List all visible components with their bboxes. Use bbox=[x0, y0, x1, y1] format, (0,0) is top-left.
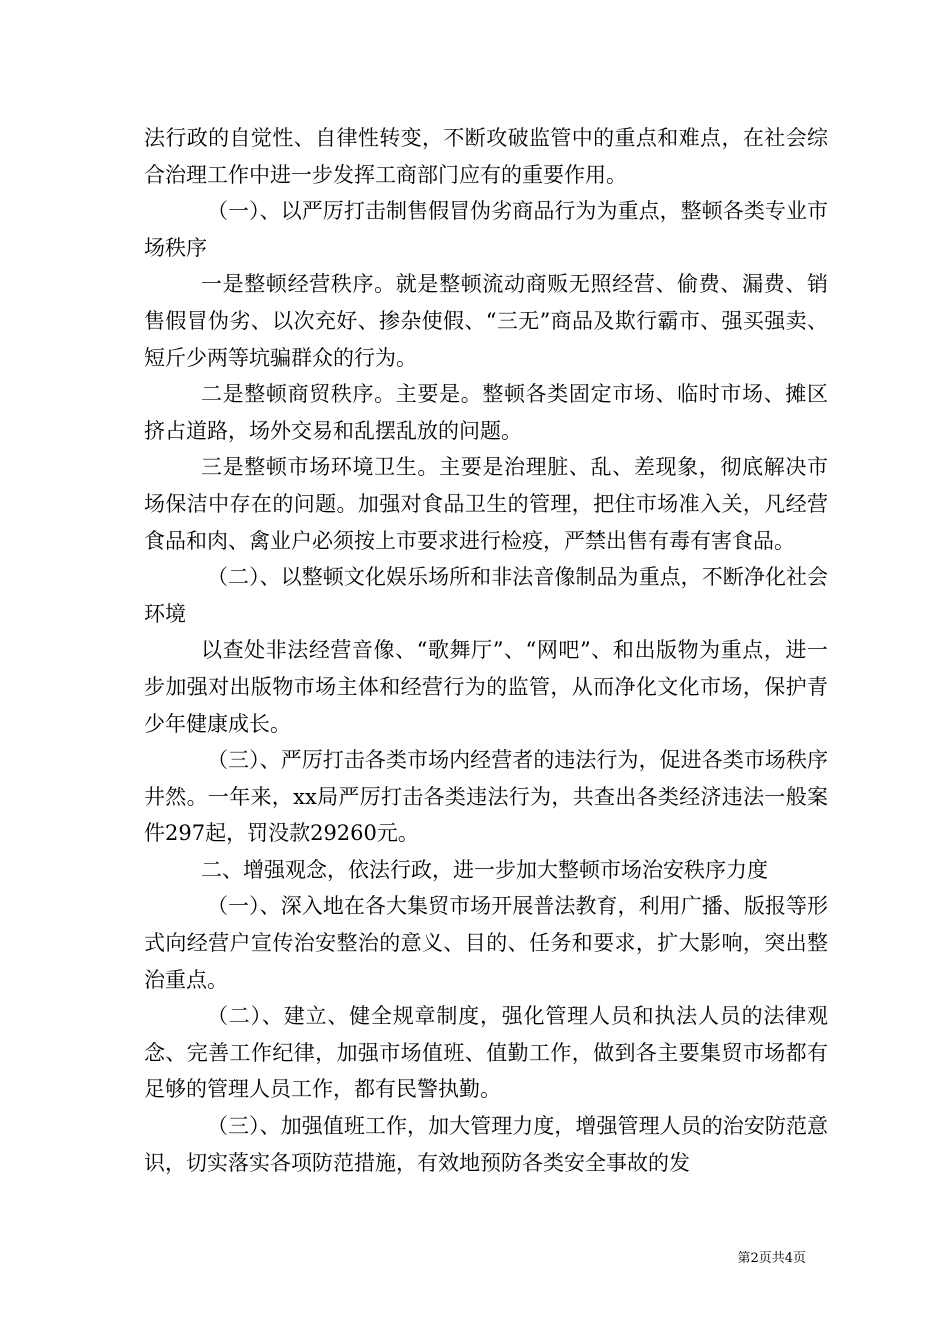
section-heading-2-1: （一）、深入地在各大集贸市场开展普法教育，利用广播、版报等形式向经营户宣传治安整治的意义、目的、任务和要求，扩大影响，突出整治重点。 bbox=[144, 894, 828, 992]
section-heading-2-2: （二）、建立、健全规章制度，强化管理人员和执法人员的法律观念、完善工作纪律，加强市场值班、值勤工作，做到各主要集贸市场都有足够的管理人员工作，都有民警执勤。 bbox=[144, 1004, 828, 1102]
paragraph-culture-market: 以查处非法经营音像、“歌舞厅”、“网吧”、和出版物为重点，进一步加强对出版物市场主体和经营行为的监管，从而净化文化市场，保护青少年健康成长。 bbox=[144, 638, 828, 736]
page-number: 第2页共4页 bbox=[737, 1251, 806, 1266]
paragraph-continuation: 法行政的自觉性、自律性转变，不断攻破监管中的重点和难点，在社会综合治理工作中进一步发挥工商部门应有的重要作用。 bbox=[144, 126, 828, 187]
document-body bbox=[144, 120, 828, 1181]
section-heading-1-2: （二）、以整顿文化娱乐场所和非法音像制品为重点，不断净化社会环境 bbox=[144, 565, 828, 626]
paragraph-market-hygiene: 三是整顿市场环境卫生。主要是治理脏、乱、差现象，彻底解决市场保洁中存在的问题。加强对食品卫生的管理，把住市场准入关，凡经营食品和肉、禽业户必须按上市要求进行检疫，严禁出售有毒有害食品。 bbox=[144, 455, 828, 553]
paragraph-business-order: 一是整顿经营秩序。就是整顿流动商贩无照经营、偷费、漏费、销售假冒伪劣、以次充好、掺杂使假、“三无”商品及欺行霸市、强买强卖、短斤少两等坑骗群众的行为。 bbox=[144, 272, 828, 370]
section-heading-1-3: （三）、严厉打击各类市场内经营者的违法行为，促进各类市场秩序井然。一年来，xx局严厉打击各类违法行为，共查出各类经济违法一般案件297起，罚没款29260元。 bbox=[144, 748, 828, 846]
section-heading-2: 二、增强观念，依法行政，进一步加大整顿市场治安秩序力度 bbox=[201, 857, 768, 882]
section-heading-1-1: （一）、以严厉打击制售假冒伪劣商品行为为重点，整顿各类专业市场秩序 bbox=[144, 199, 828, 260]
section-heading-2-3: （三）、加强值班工作，加大管理力度，增强管理人员的治安防范意识，切实落实各项防范措施，有效地预防各类安全事故的发 bbox=[144, 1114, 828, 1175]
paragraph-trade-order: 二是整顿商贸秩序。主要是。整顿各类固定市场、临时市场、摊区挤占道路，场外交易和乱摆乱放的问题。 bbox=[144, 382, 828, 443]
